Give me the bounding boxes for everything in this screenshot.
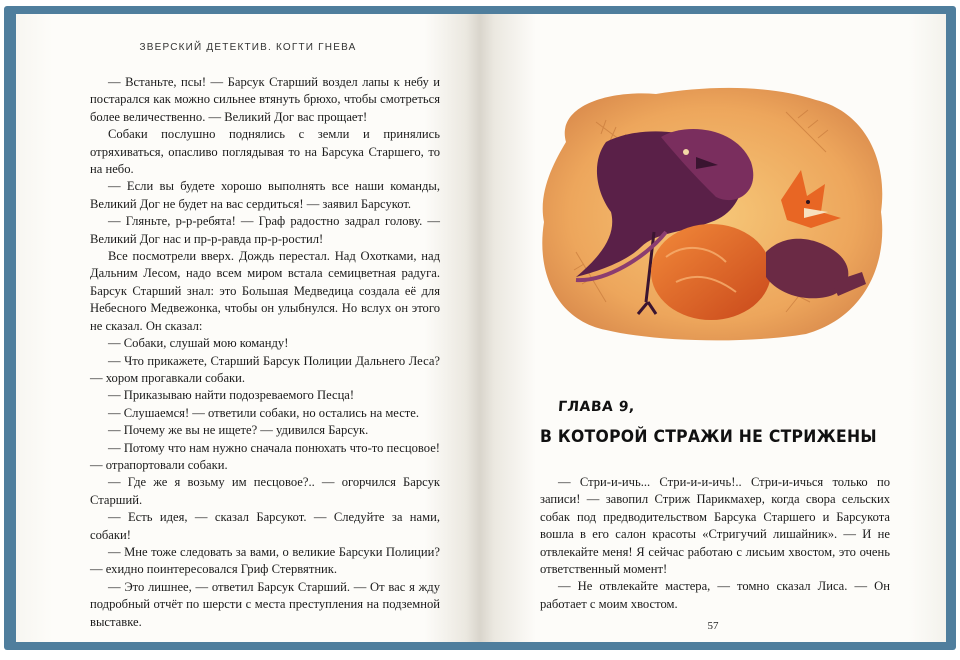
chapter-title: В КОТОРОЙ СТРАЖИ НЕ СТРИЖЕНЫ xyxy=(540,427,877,447)
paragraph: — Слушаемся! — ответили собаки, но остались на месте. xyxy=(108,405,420,420)
right-page xyxy=(480,14,946,642)
chapter-label: ГЛАВА 9, xyxy=(557,399,636,415)
running-head: ЗВЕРСКИЙ ДЕТЕКТИВ. КОГТИ ГНЕВА xyxy=(139,42,357,53)
paragraph: — Гляньте, р-р-ребята! — Граф радостно задрал голову. — Великий Дог нас и пр-р-равда пр-р-ростил! xyxy=(90,214,440,246)
paragraph: Собаки послушно поднялись с земли и принялись отряхиваться, опасливо поглядывая то на Барсука Старшего, то на небо. xyxy=(90,127,440,177)
paragraph: — Встаньте, псы! — Барсук Старший воздел лапы к небу и постарался как можно сильнее втянуть брюхо, чтобы смотреться более величественно. — Великий Дог вас прощает! xyxy=(90,75,440,124)
paragraph: — Где же я возьму им песцовое?.. — огорчился Барсук Старший. xyxy=(90,475,440,507)
paragraph: — Потому что нам нужно сначала понюхать что-то песцовое! — отрапортовали собаки. xyxy=(90,440,440,472)
paragraph: — Собаки, слушай мою команду! xyxy=(108,336,289,351)
paragraph: Все посмотрели вверх. Дождь перестал. Над Охотками, над Дальним Лесом, надо всем миром встала семицветная радуга. Барсук Старший знал: это Большая Медведица создала её для Небесного Медвежонка, чтобы он улыбнулся. Но вслух он этого не сказал. Он сказал: xyxy=(90,249,440,333)
paragraph: — Есть идея, — сказал Барсукот. — Следуйте за нами, собаки! xyxy=(90,510,440,542)
paragraph: — Мне тоже следовать за вами, о великие Барсуки Полиции? — ехидно поинтересовался Гриф Стервятник. xyxy=(90,544,440,577)
paragraph: — Почему же вы не ищете? — удивился Барсук. xyxy=(108,423,369,438)
paragraph: — Не отвлекайте мастера, — томно сказал Лиса. — Он работает с моим хвостом. xyxy=(540,579,890,611)
paragraph: — Приказываю найти подозреваемого Песца! xyxy=(108,388,355,403)
paragraph: — Стри-и-ичь... Стри-и-и-ичь!.. Стри-и-ичься только по записи! — завопил Стриж Парикмахер, когда свора сельских собак под предводительством Барсука Старшего и Барсукота вошла в его салон красоты «Стригучий лишайник». — И не отвлекайте меня! Я сейчас работаю с лисьим хвостом, это очень ответственный момент! xyxy=(540,475,890,577)
left-page-text xyxy=(90,74,440,631)
paragraph: — Это лишнее, — ответил Барсук Старший. — От вас я жду подробный отчёт по шерсти с места преступления на подземной выставке. xyxy=(90,579,440,629)
paragraph: — Что прикажете, Старший Барсук Полиции Дальнего Леса? — хором прогавкали собаки. xyxy=(90,353,440,385)
page-number: 57 xyxy=(707,620,719,632)
left-page xyxy=(16,14,480,642)
right-page-text xyxy=(540,474,890,613)
chapter-illustration xyxy=(536,82,888,344)
paragraph: — Если вы будете хорошо выполнять все наши команды, Великий Дог не будет на вас сердиться! — заявил Барсукот. xyxy=(90,179,440,211)
